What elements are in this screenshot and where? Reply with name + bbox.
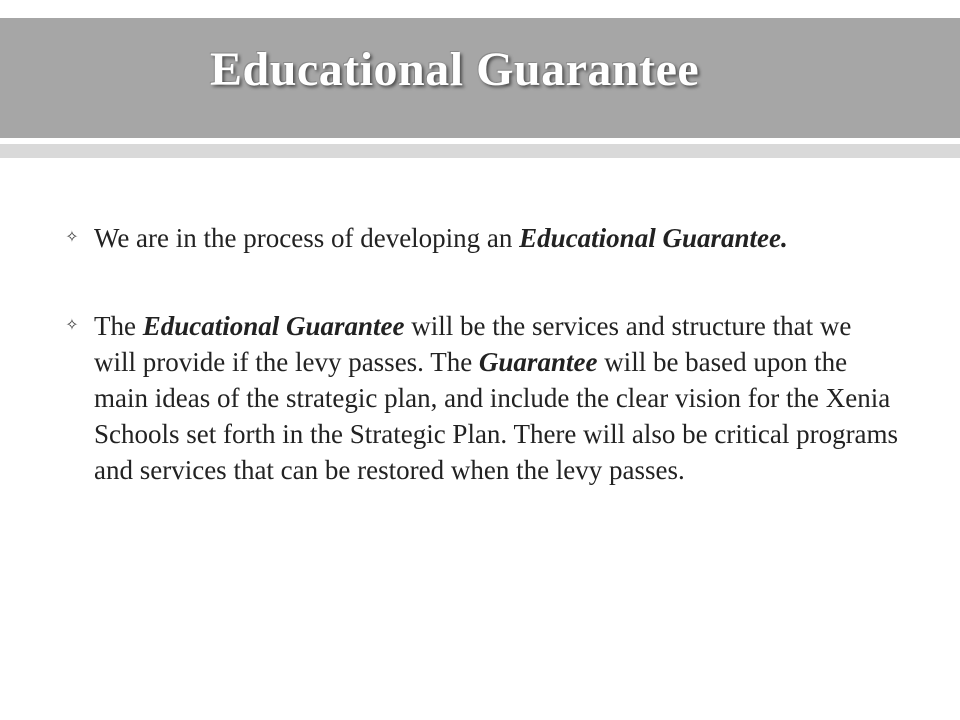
bullet-1-text-a: We are in the process of developing an [94,223,520,253]
bullet-2-text-e: will be based upon the main ideas of the strategic plan, and include the clear vision for the Xenia Schools set forth in the Strategic Plan. There will also be critical programs and services that can be restored when the levy passes. [94,347,899,485]
curl-bullet-icon: ✧ [65,317,79,334]
bullet-item-1 [60,220,900,256]
bullet-2-text-c: will be the services and structure that we will provide if the levy passes. The [94,311,852,377]
bullet-list [60,220,900,540]
slide-title: Educational Guarantee [210,43,700,96]
curl-bullet-icon: ✧ [65,229,79,246]
title-divider [0,144,960,158]
bullet-2-text-b: Educational Guarantee [142,311,405,341]
bullet-item-2 [60,308,900,488]
bullet-2-text-a: The [94,311,143,341]
bullet-1-text-b: Educational Guarantee. [519,223,788,253]
bullet-2-text-d: Guarantee [478,347,598,377]
